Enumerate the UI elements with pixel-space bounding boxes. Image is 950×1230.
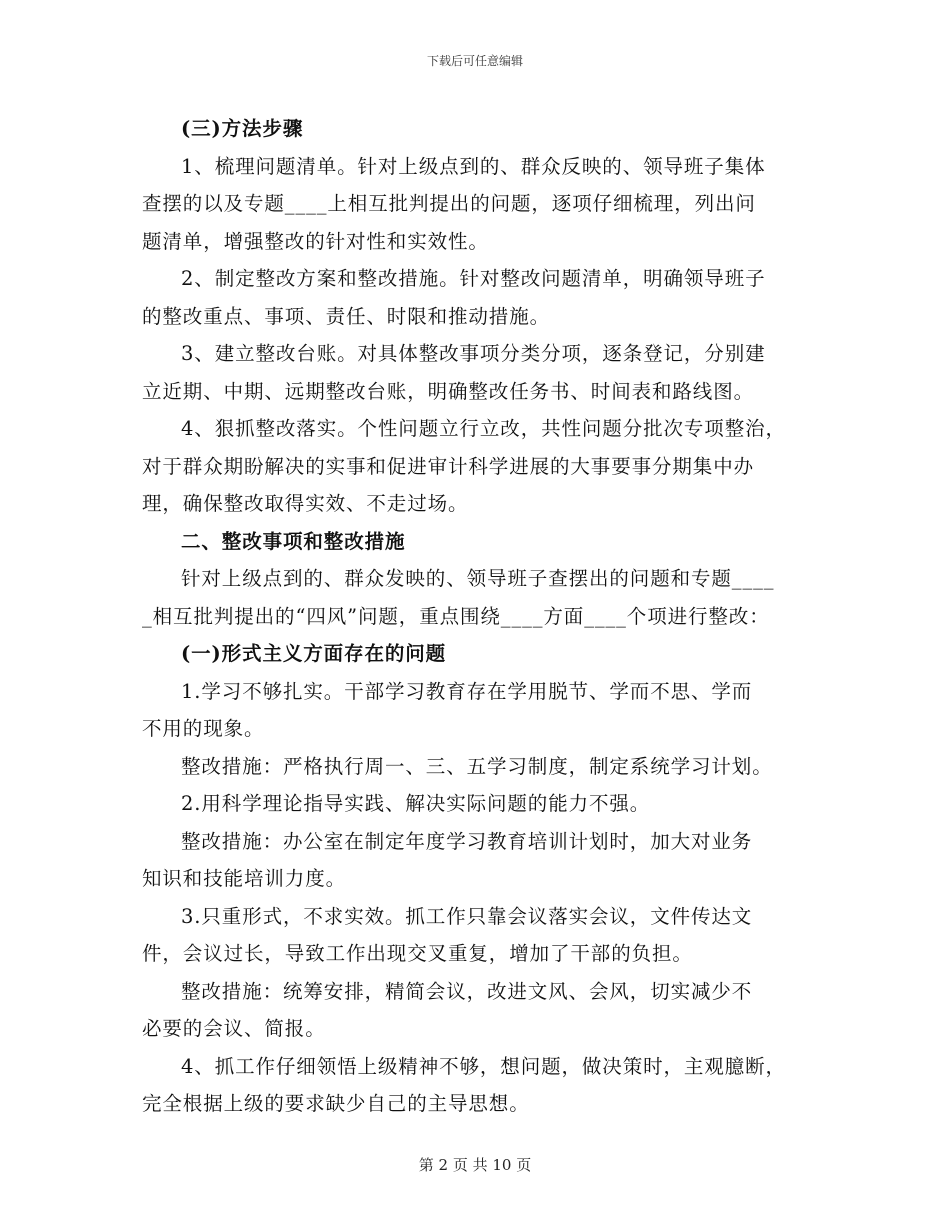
text-line: 整改措施：严格执行周一、三、五学习制度，制定系统学习计划。 (181, 754, 773, 778)
text-line: 对于群众期盼解决的实事和促进审计科学进展的大事要事分期集中办 (142, 454, 755, 478)
text-line: 立近期、中期、远期整改台账，明确整改任务书、时间表和路线图。 (142, 379, 755, 403)
paragraph-issue-1 (142, 673, 822, 748)
document-body (142, 110, 822, 1123)
paragraph-issue-2 (142, 785, 822, 823)
text-line: 1、梳理问题清单。针对上级点到的、群众反映的、领导班子集体 (181, 154, 766, 178)
text-line: 3、建立整改台账。对具体整改事项分类分项，逐条登记，分别建 (181, 342, 766, 365)
text-line: 4、狠抓整改落实。个性问题立行立改，共性问题分批次专项整治， (181, 417, 786, 440)
text-line: 整改措施：统筹安排，精简会议，改进文风、会风，切实减少不 (181, 979, 753, 1003)
text-line: 针对上级点到的、群众发映的、领导班子查摆出的问题和专题____ (181, 567, 775, 590)
text-line: 完全根据上级的要求缺少自己的主导思想。 (142, 1092, 530, 1115)
text-line: 2、制定整改方案和整改措施。针对整改问题清单，明确领导班子 (181, 267, 766, 290)
text-line: 必要的会议、简报。 (142, 1017, 326, 1040)
section-heading-rectification-items (142, 523, 822, 561)
text-line: 整改措施：办公室在制定年度学习教育培训计划时，加大对业务 (181, 829, 753, 853)
text-line: 二、整改事项和整改措施 (181, 529, 406, 553)
page-header: 下载后可任意编辑 (426, 54, 523, 68)
text-line: 的整改重点、事项、责任、时限和推动措施。 (142, 304, 551, 328)
text-line: _相互批判提出的“四风”问题，重点围绕____方面____个项进行整改： (142, 604, 770, 628)
text-line: 不用的现象。 (142, 717, 265, 740)
text-line: 3.只重形式，不求实效。抓工作只靠会议落实会议，文件传达文 (181, 904, 753, 928)
text-line: 知识和技能培训力度。 (142, 867, 347, 890)
section-heading-formalism (142, 635, 822, 673)
text-line: (三)方法步骤 (181, 117, 304, 140)
text-line: (一)形式主义方面存在的问题 (181, 642, 447, 665)
text-line: 件，会议过长，导致工作出现交叉重复，增加了干部的负担。 (142, 942, 693, 965)
text-line: 1.学习不够扎实。干部学习教育存在学用脱节、学而不思、学而 (181, 679, 753, 703)
text-line: 2.用科学理论指导实践、解决实际问题的能力不强。 (181, 792, 651, 815)
text-line: 查摆的以及专题____上相互批判提出的问题，逐项仔细梳理，列出问 (142, 192, 756, 215)
section-heading-method-steps (142, 110, 822, 148)
paragraph-step-4 (142, 410, 822, 523)
text-line: 题清单，增强整改的针对性和实效性。 (142, 229, 489, 253)
paragraph-measure-2 (142, 823, 822, 898)
paragraph-measure-3 (142, 973, 822, 1048)
text-line: 理，确保整改取得实效、不走过场。 (142, 492, 469, 515)
paragraph-issue-3 (142, 898, 822, 973)
paragraph-rectification-intro (142, 560, 822, 635)
text-line: 4、抓工作仔细领悟上级精神不够，想问题，做决策时，主观臆断， (181, 1054, 786, 1078)
paragraph-step-3 (142, 335, 822, 410)
paragraph-step-2 (142, 260, 822, 335)
paragraph-step-1 (142, 148, 822, 261)
paragraph-measure-1 (142, 748, 822, 786)
page-footer: 第 2 页 共 10 页 (418, 1156, 532, 1174)
paragraph-issue-4 (142, 1048, 822, 1123)
